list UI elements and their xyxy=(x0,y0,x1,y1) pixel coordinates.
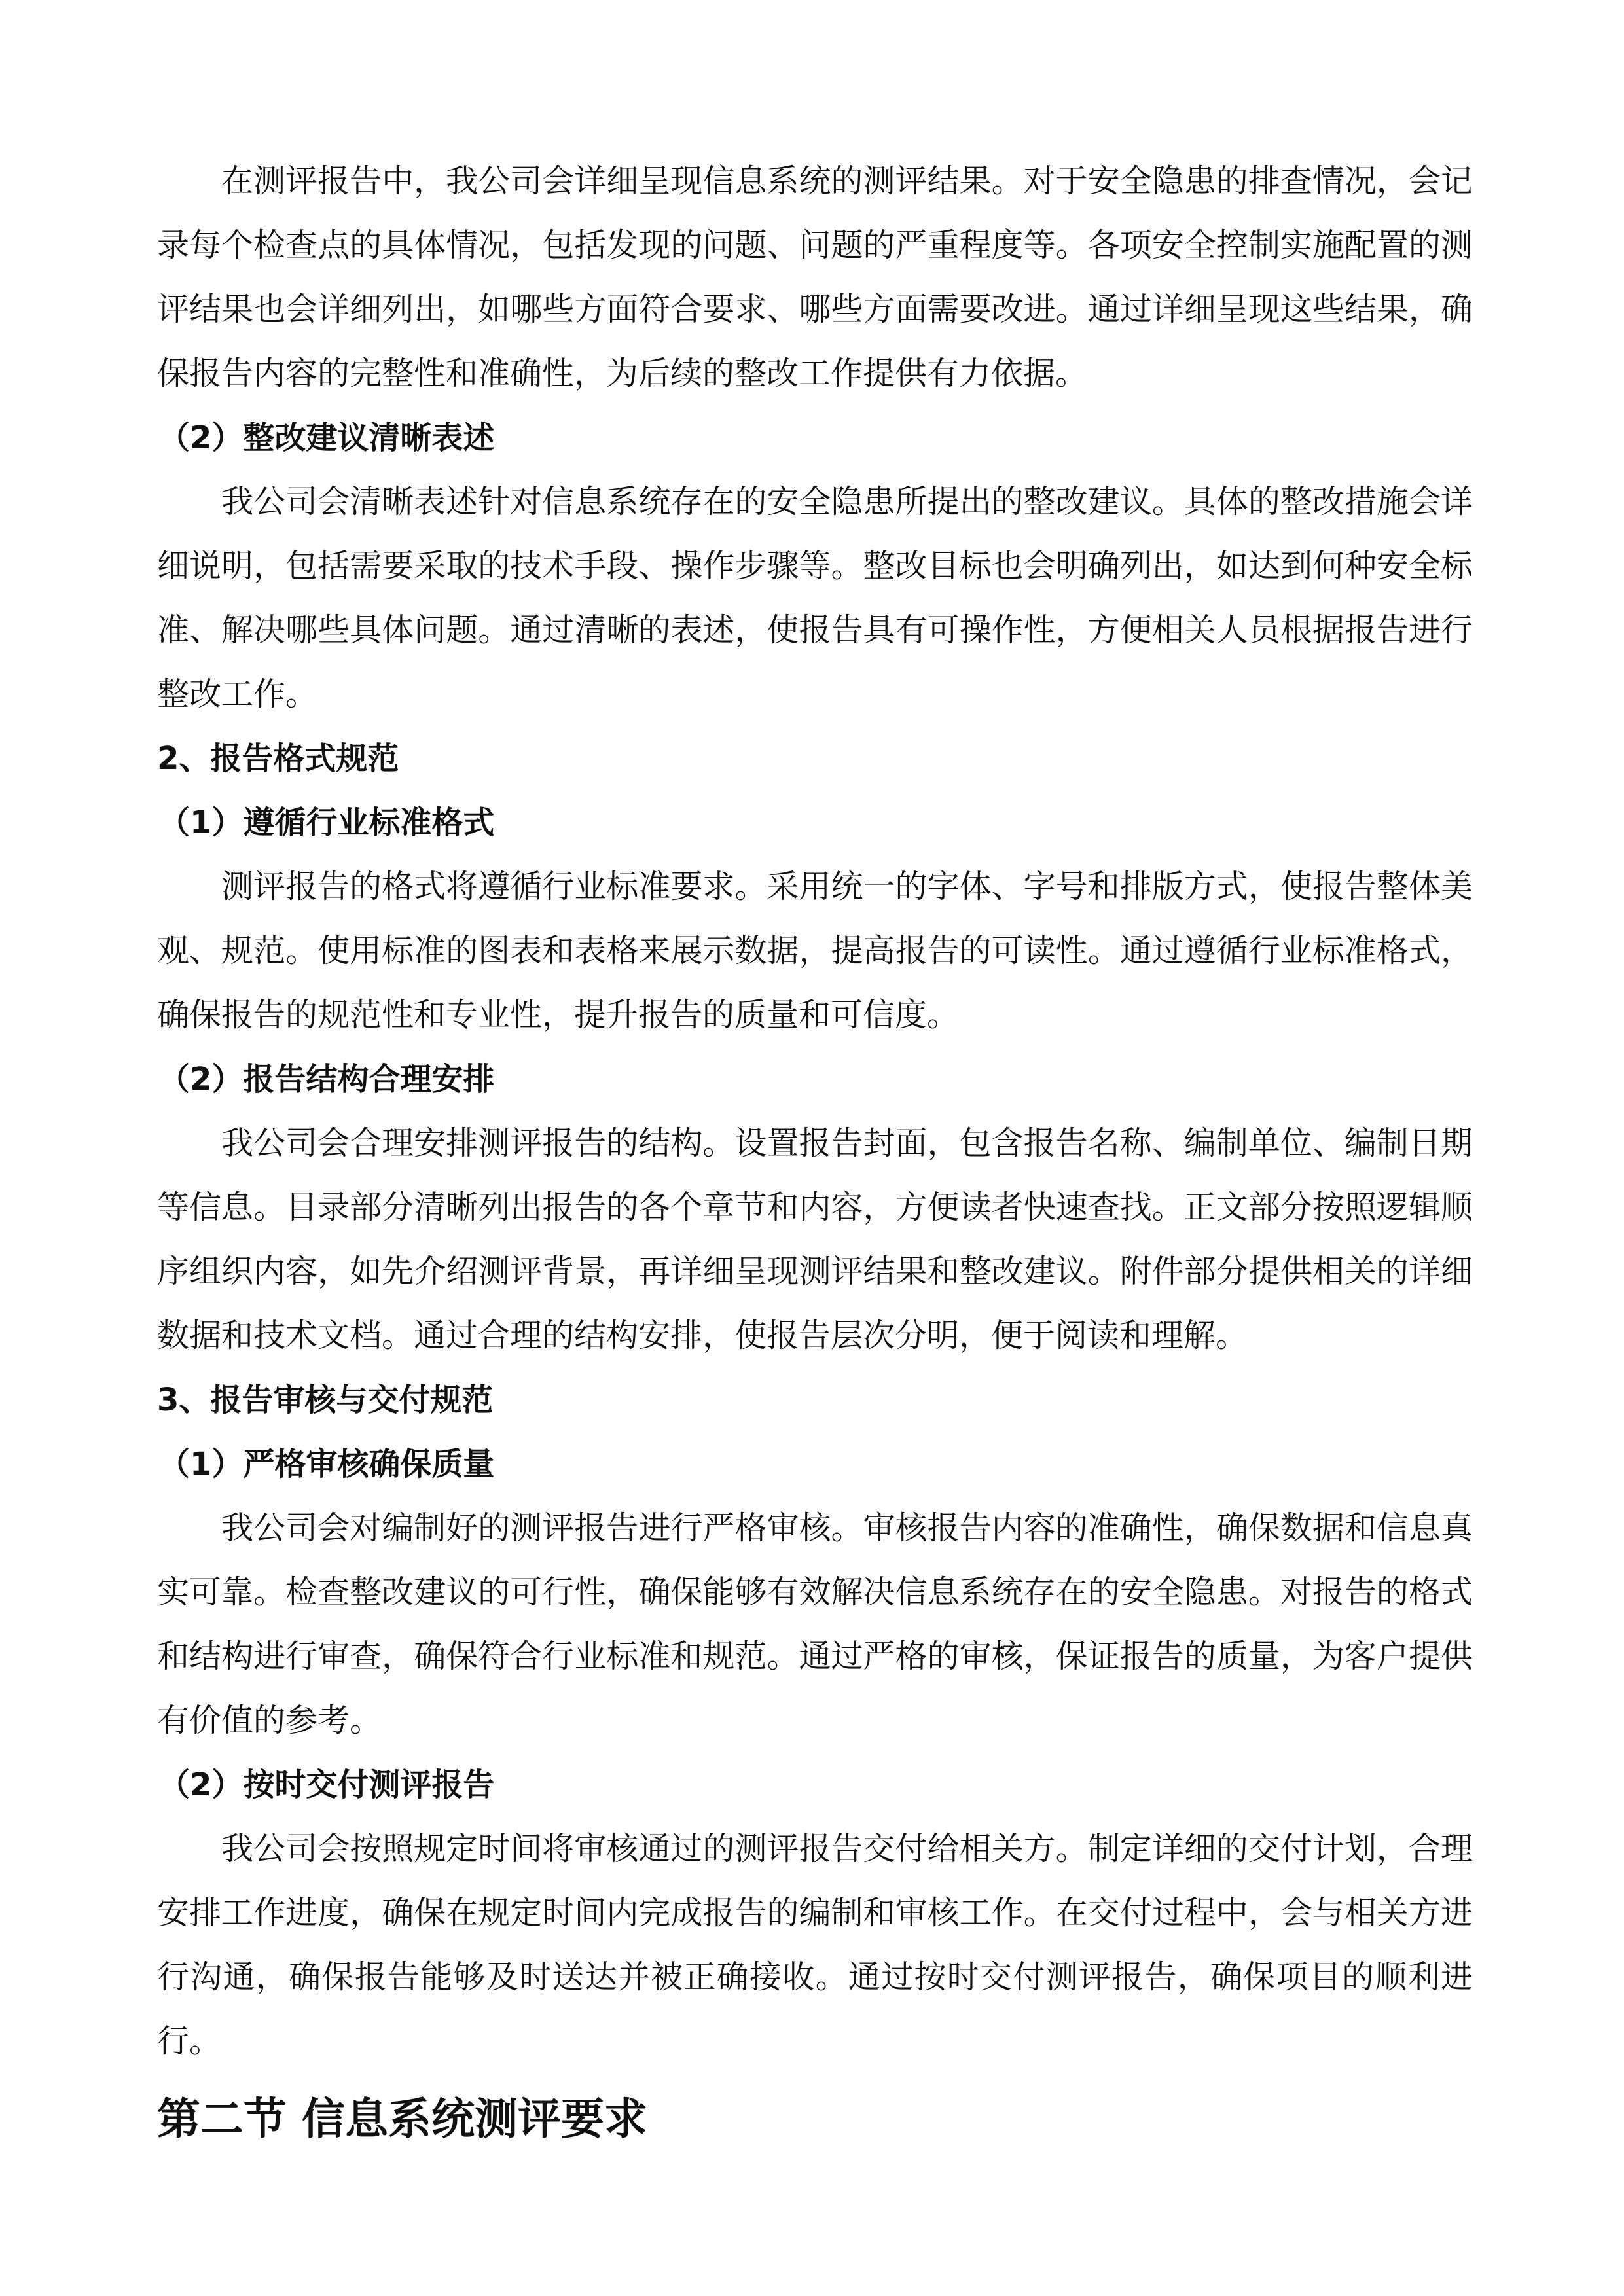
paragraph-strict-review: 我公司会对编制好的测评报告进行严格审核。审核报告内容的准确性，确保数据和信息真实可靠。检查整改建议的可行性，确保能够有效解决信息系统存在的安全隐患。对报告的格式和结构进行审查，确保符合行业标准和规范。通过严格的审核，保证报告的质量，为客户提供有价值的参考。 xyxy=(157,1509,1473,1739)
heading-report-format: 2、报告格式规范 xyxy=(157,740,399,777)
heading-review-delivery: 3、报告审核与交付规范 xyxy=(157,1382,494,1418)
subheading-industry-format: （1）遵循行业标准格式 xyxy=(158,804,495,841)
paragraph-industry-format: 测评报告的格式将遵循行业标准要求。采用统一的字体、字号和排版方式，使报告整体美观、规范。使用标准的图表和表格来展示数据，提高报告的可读性。通过遵循行业标准格式，确保报告的规范性和专业性，提升报告的质量和可信度。 xyxy=(157,868,1473,1033)
section-title: 第二节 信息系统测评要求 xyxy=(157,2094,647,2144)
paragraph-report-results: 在测评报告中，我公司会详细呈现信息系统的测评结果。对于安全隐患的排查情况，会记录每个检查点的具体情况，包括发现的问题、问题的严重程度等。各项安全控制实施配置的测评结果也会详细列出，如哪些方面符合要求、哪些方面需要改进。通过详细呈现这些结果，确保报告内容的完整性和准确性，为后续的整改工作提供有力依据。 xyxy=(157,162,1473,392)
document-body xyxy=(157,149,1473,2159)
subheading-rectification-advice: （2）整改建议清晰表述 xyxy=(158,420,495,456)
paragraph-timely-delivery: 我公司会按照规定时间将审核通过的测评报告交付给相关方。制定详细的交付计划，合理安排工作进度，确保在规定时间内完成报告的编制和审核工作。在交付过程中，会与相关方进行沟通，确保报告能够及时送达并被正确接收。通过按时交付测评报告，确保项目的顺利进行。 xyxy=(157,1830,1473,2060)
paragraph-report-structure: 我公司会合理安排测评报告的结构。设置报告封面，包含报告名称、编制单位、编制日期等信息。目录部分清晰列出报告的各个章节和内容，方便读者快速查找。正文部分按照逻辑顺序组织内容，如先介绍测评背景，再详细呈现测评结果和整改建议。附件部分提供相关的详细数据和技术文档。通过合理的结构安排，使报告层次分明，便于阅读和理解。 xyxy=(157,1124,1473,1354)
subheading-report-structure: （2）报告结构合理安排 xyxy=(158,1061,495,1098)
paragraph-rectification-advice: 我公司会清晰表述针对信息系统存在的安全隐患所提出的整改建议。具体的整改措施会详细说明，包括需要采取的技术手段、操作步骤等。整改目标也会明确列出，如达到何种安全标准、解决哪些具体问题。通过清晰的表述，使报告具有可操作性，方便相关人员根据报告进行整改工作。 xyxy=(157,483,1473,713)
subheading-timely-delivery: （2）按时交付测评报告 xyxy=(158,1767,495,1803)
subheading-strict-review: （1）严格审核确保质量 xyxy=(158,1446,495,1482)
